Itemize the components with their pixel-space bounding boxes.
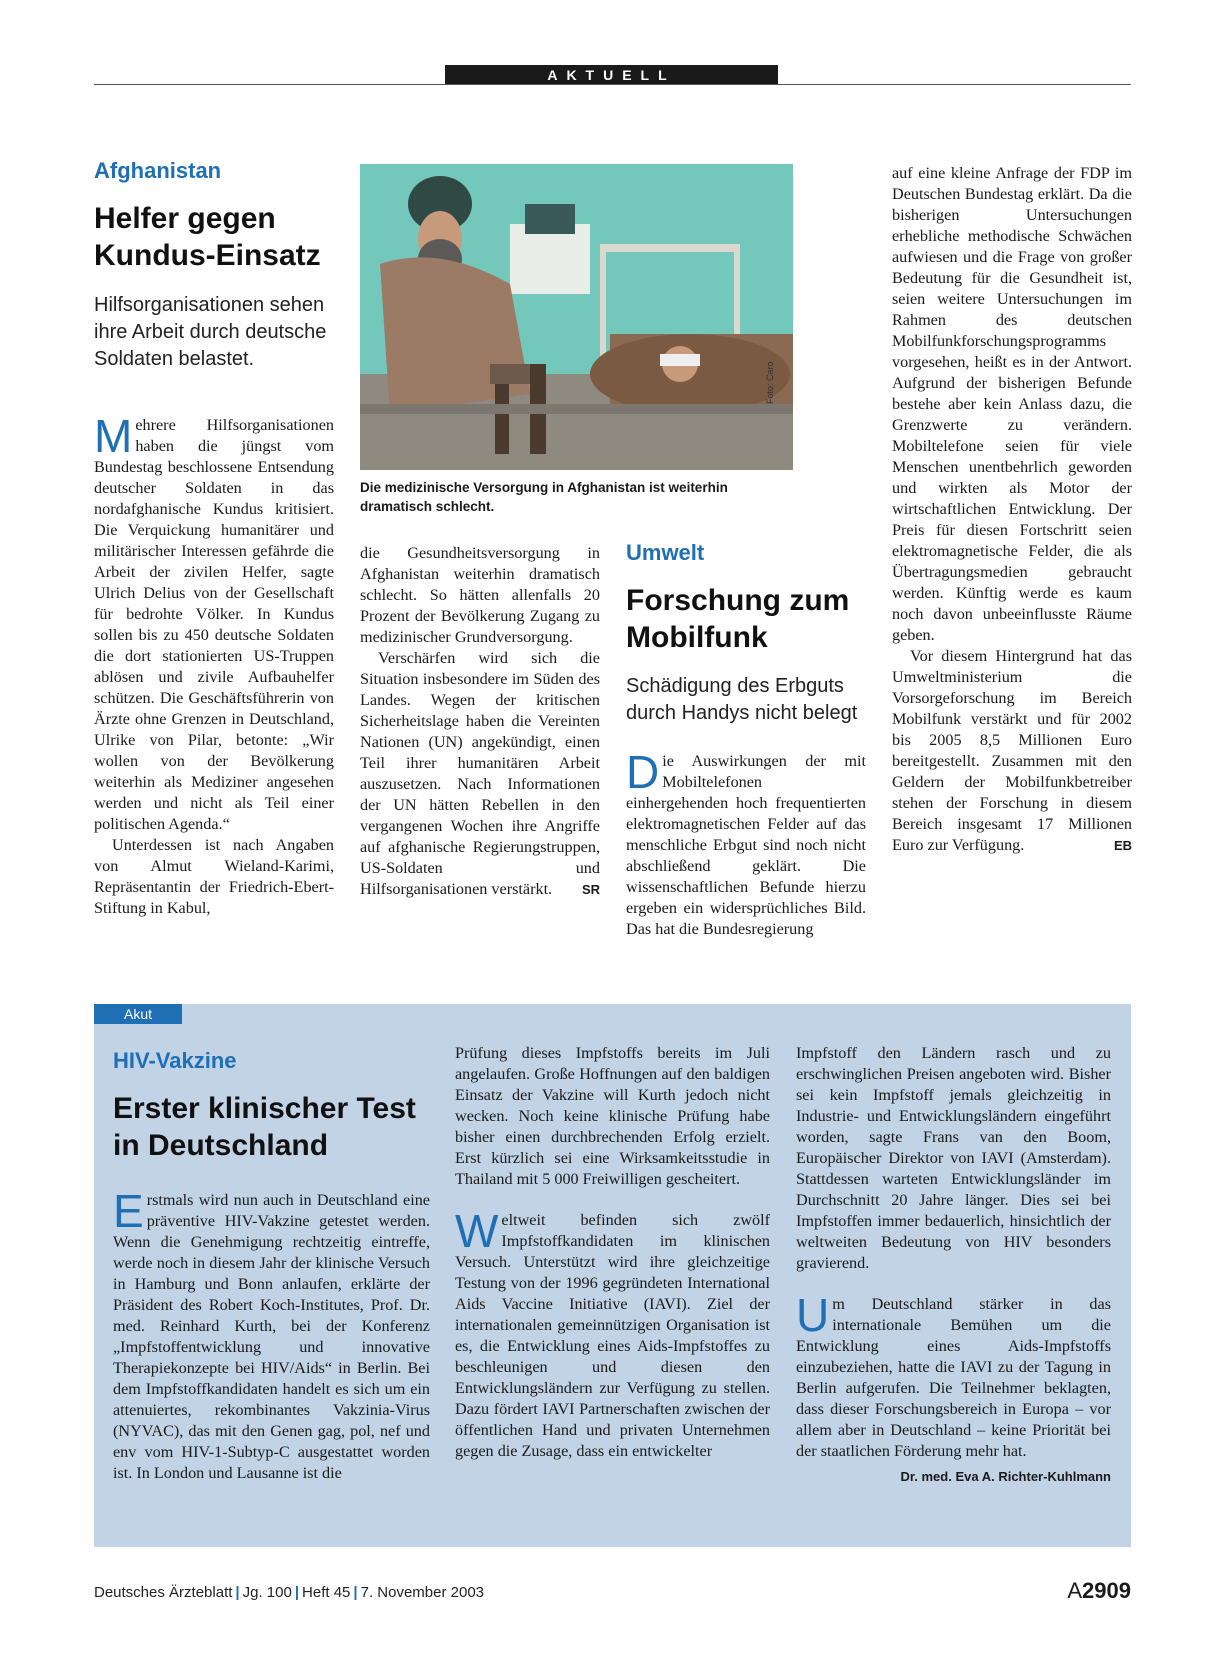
article2-kicker: Umwelt	[626, 540, 705, 565]
footer-citation	[94, 1584, 484, 1601]
footer-separator: |	[235, 1584, 240, 1601]
article1-col1-p1: ehrere Hilfsorganisationen haben die jüngst vom Bundestag beschlossene Entsendung deutscher Soldaten in das nordafghanische Kundus kritisiert. Die Verquickung humanitärer und militärischer Interessen gefährde die Arbeit der zivilen Helfer, sagte Ulrich Delius von der Gesellschaft für bedrohte Völker. In Kundus sollen bis zu 450 deutsche Soldaten die dort stationierten US-Truppen ablösen und zivile Aufbauhelfer schützen. Die Geschäftsführerin von Ärzte ohne Grenzen in Deutschland, Ulrike von Pilar, betonte: „Wir wollen von der Bevölkerung weiterhin als Mediziner angesehen werden und nicht als Teil einer politischen Agenda.“	[94, 416, 334, 833]
article2-col1	[626, 746, 866, 940]
article2-col2	[892, 163, 1132, 856]
article1-col2-p2: Verschärfen wird sich die Situation insbesondere im Süden des Landes. Wegen der kritischen Sicherheitslage haben die Vereinten Nationen (UN) angekündigt, einen Teil ihrer humanitären Arbeit auszusetzen. Nach Informationen der UN hätten Rebellen in den vergangenen Wochen ihre Angriffe auf afghanische Regierungstruppen, US-Soldaten und Hilfsorganisationen verstärkt.	[360, 649, 600, 898]
box-col3	[796, 1043, 1111, 1487]
footer-journal: Deutsches Ärzteblatt	[94, 1584, 233, 1601]
article1-headline-line1: Helfer gegen	[94, 202, 276, 235]
article1-signature: SR	[581, 882, 600, 897]
article2-col1-p1: ie Auswirkungen der mit Mobiltelefonen einhergehenden hoch frequentierten elektromagnetischen Felder auf das menschliche Erbgut sind noch nicht abschließend geklärt. Die wissenschaftlichen Befunde hierzu ergeben ein widersprüchliches Bild. Das hat die Bundesregierung	[626, 752, 866, 938]
box-col1	[113, 1185, 430, 1484]
footer-separator: |	[353, 1584, 358, 1601]
article1-drop-cap: M	[94, 410, 133, 462]
photo-caption: Die medizinische Versorgung in Afghanistan ist weiterhin dramatisch schlecht.	[360, 480, 728, 514]
footer-date: 7. November 2003	[360, 1584, 485, 1601]
article1-col2	[360, 543, 600, 900]
article2-headline-line2: Mobilfunk	[626, 621, 768, 654]
footer-volume: Jg. 100	[242, 1584, 292, 1601]
box-col3-drop-cap: U	[796, 1289, 830, 1341]
akut-tab: Akut	[94, 1004, 182, 1024]
box-col2-p2: eltweit befinden sich zwölf Impfstoffkandidaten im klinischen Versuch. Unterstützt wird ihre gleichzeitige Testung von der 1996 gegründeten International Aids Vaccine Initiative (IAVI). Ziel der internationalen gemeinnützigen Organisation ist es, die Entwicklung eines Aids-Impfstoffes zu beschleunigen und diesen den Entwicklungsländern zur Verfügung zu stellen. Dazu fördert IAVI Partnerschaften zwischen der öffentlichen Hand und privaten Unternehmen gegen die Zusage, dass ein entwickelter	[455, 1211, 770, 1460]
article2-drop-cap: D	[626, 746, 660, 798]
box-headline-line1: Erster klinischer Test	[113, 1092, 416, 1125]
header-rule	[94, 84, 1131, 85]
box-col3-p2: m Deutschland stärker in das internationale Bemühen um die Entwicklung eines Aids-Impfstoffs einzubeziehen, hatte die IAVI zu der Tagung in Berlin aufgerufen. Die Teilnehmer beklagten, dass dieser Forschungsbereich in Europa – vor allem aber in Deutschland – keine Priorität bei der staatlichen Förderung mehr hat.	[796, 1295, 1111, 1460]
section-label: AKTUELL	[445, 65, 778, 85]
box-col2-p1: Prüfung dieses Impfstoffs bereits im Juli angelaufen. Große Hoffnungen auf den baldigen Einsatz der Vakzine will Kurth jedoch nicht wecken. Noch keine klinische Prüfung habe bisher einen durchbrechenden Erfolg erzielt. Erst kürzlich sei eine Wirksamkeitsstudie in Thailand mit 5 000 Freiwilligen gescheitert.	[455, 1044, 770, 1188]
page-number-value: 2909	[1082, 1578, 1131, 1603]
footer-separator: |	[294, 1584, 300, 1601]
page-prefix: A	[1067, 1578, 1083, 1603]
box-col1-p1: rstmals wird nun auch in Deutschland eine präventive HIV-Vakzine getestet werden. Wenn die Genehmigung rechtzeitig eintreffe, werde noch in diesem Jahr der klinische Versuch in Hamburg und Bonn anlaufen, erklärte der Präsident des Robert Koch-Institutes, Prof. Dr. med. Reinhard Kurth, bei der Konferenz „Impfstoffentwicklung und innovative Therapiekonzepte bei HIV/Aids“ in Berlin. Bei dem Impfstoffkandidaten handelt es sich um ein attenuiertes, rekombinantes Vakzinia-Virus (NYVAC), das mit den Genen gag, pol, nef und env vom HIV-1-Subtyp-C ausgestattet worden ist. In London und Lausanne ist die	[113, 1191, 430, 1482]
article2-dek: Schädigung des Erbguts durch Handys nicht belegt	[626, 675, 858, 724]
article1-col2-p1: die Gesundheitsversorgung in Afghanistan weiterhin dramatisch schlecht. So hätten allenfalls 20 Prozent der Bevölkerung Zugang zu medizinischer Grundversorgung.	[360, 544, 600, 646]
article1-col1-p2: Unterdessen ist nach Angaben von Almut Wieland-Karimi, Repräsentantin der Friedrich-Ebert-Stiftung in Kabul,	[94, 836, 334, 917]
box-headline	[113, 1090, 443, 1164]
hospital-photo-illustration	[360, 164, 793, 470]
box-author: Dr. med. Eva A. Richter-Kuhlmann	[900, 1469, 1111, 1484]
page-number	[1067, 1578, 1131, 1604]
article2-headline	[626, 582, 876, 656]
article1-headline-line2: Kundus-Einsatz	[94, 239, 321, 272]
box-col1-drop-cap: E	[113, 1185, 144, 1237]
article1-kicker: Afghanistan	[94, 158, 222, 183]
article2-signature: EB	[1113, 838, 1132, 853]
hospital-photo	[360, 164, 793, 470]
box-headline-line2: in Deutschland	[113, 1129, 329, 1162]
box-col2-drop-cap: W	[455, 1205, 499, 1257]
box-kicker: HIV-Vakzine	[113, 1048, 237, 1073]
footer-issue: Heft 45	[302, 1584, 351, 1601]
article2-headline-line1: Forschung zum	[626, 584, 850, 617]
article1-dek: Hilfsorganisationen sehen ihre Arbeit durch deutsche Soldaten belastet.	[94, 294, 327, 370]
article1-col1	[94, 410, 334, 919]
article1-headline	[94, 200, 344, 274]
article2-col2-p1: auf eine kleine Anfrage der FDP im Deutschen Bundestag erklärt. Da die bisherigen Untersuchungen erhebliche methodische Schwächen aufwiesen und die Frage von großer Bedeutung für die Gesundheit ist, seien weitere Untersuchungen im Rahmen des deutschen Mobilfunkforschungsprogramms vorgesehen, heißt es in der Antwort. Aufgrund der bisherigen Befunde bestehe aber kein Anlass dazu, die Grenzwerte zu verändern. Mobiltelefone seien für viele Menschen unentbehrlich geworden und wirkten als Motor der wirtschaftlichen Entwicklung. Der Preis für diesen Fortschritt seien elektromagnetische Felder, die als Übertragungsmedien gebraucht werden. Künftig werde es kaum noch davon unbeeinflusste Räume geben.	[892, 164, 1132, 644]
photo-credit: Foto: Caro	[765, 361, 775, 404]
article2-col2-p2: Vor diesem Hintergrund hat das Umweltministerium die Vorsorgeforschung im Bereich Mobilfunk verstärkt und für 2002 bis 2005 8,5 Millionen Euro bereitgestellt. Zusammen mit den Geldern der Mobilfunkbetreiber stehen der Forschung in diesem Bereich insgesamt 17 Millionen Euro zur Verfügung.	[892, 647, 1132, 854]
box-col2	[455, 1043, 770, 1462]
box-col3-p1: Impfstoff den Ländern rasch und zu erschwinglichen Preisen angeboten wird. Bisher sei kein Impfstoff jemals gleichzeitig in Industrie- und Entwicklungsländern eingeführt worden, sagte Frans van den Boom, Europäischer Direktor von IAVI (Amsterdam). Stattdessen warteten Entwicklungsländer im Durchschnitt 20 Jahre länger. Dies sei bei Impfstoffen immer bedauerlich, hinsichtlich der weltweiten Bedeutung von HIV besonders gravierend.	[796, 1044, 1111, 1272]
